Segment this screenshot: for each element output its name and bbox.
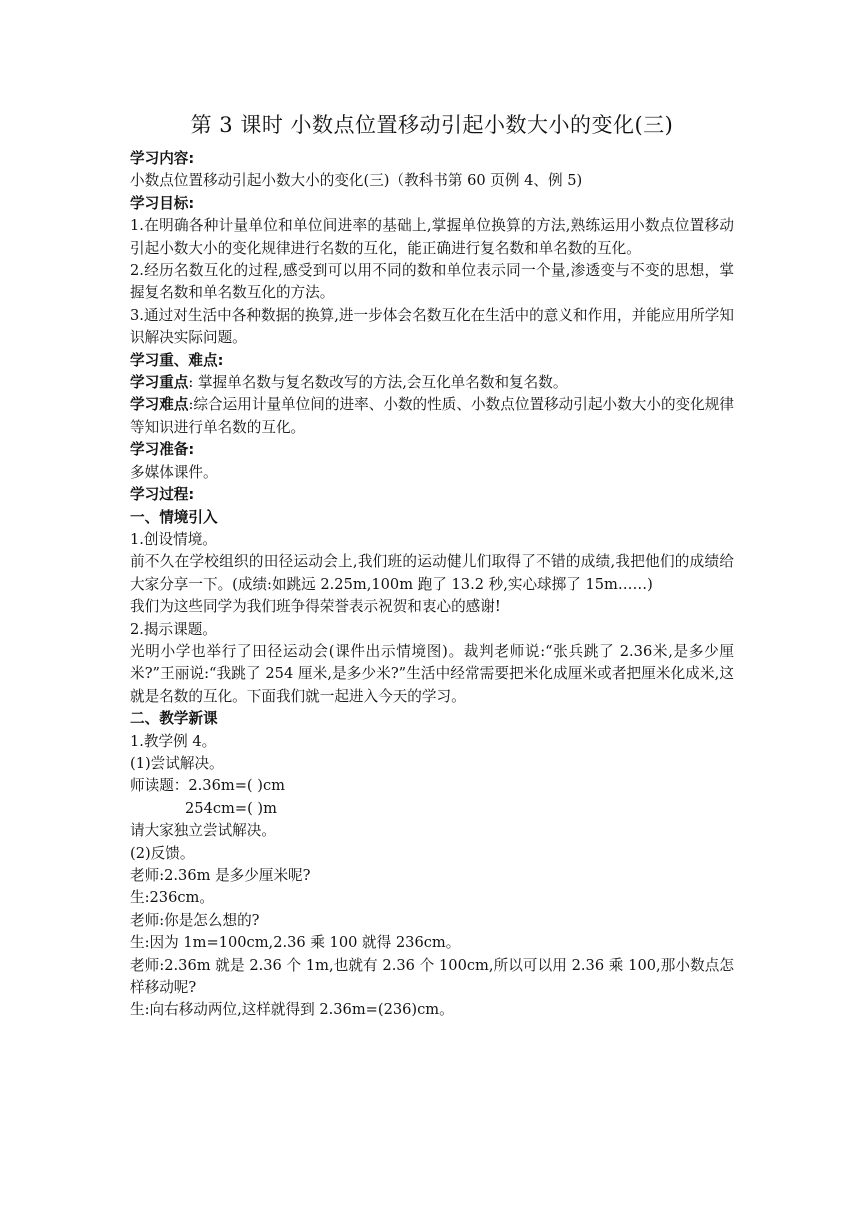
goal-item-3: 3.通过对生活中各种数据的换算,进一步体会名数互化在生活中的意义和作用，并能应用所学知识解决实际问题。	[130, 306, 734, 347]
difficulty-paragraph	[130, 394, 734, 439]
lesson-line-9: 生:因为 1m=100cm,2.36 乘 100 就得 236cm。	[130, 934, 461, 952]
difficulty-text: :综合运用计量单位间的进率、小数的性质、小数点位置移动引起小数大小的变化规律等知识进行单名数的互化。	[130, 396, 734, 436]
subsection-heading-intro: 一、情境引入	[130, 508, 218, 526]
goal-item-1: 1.在明确各种计量单位和单位间进率的基础上,掌握单位换算的方法,熟练运用小数点位置移动引起小数大小的变化规律进行名数的互化，能正确进行复名数和单名数的互化。	[130, 217, 734, 257]
content-text: 小数点位置移动引起小数大小的变化(三)（教科书第 60 页例 4、例 5)	[130, 172, 583, 190]
focus-text: : 掌握单名数与复名数改写的方法,会互化单名数和复名数。	[188, 374, 568, 392]
section-heading-goals: 学习目标:	[130, 194, 195, 212]
lesson-line-6: 老师:2.36m 是多少厘米呢?	[130, 867, 311, 884]
lesson-line-2: (1)尝试解决。	[130, 754, 224, 772]
section-heading-key-points: 学习重、难点:	[130, 351, 224, 369]
intro-line-1: 1.创设情境。	[130, 530, 217, 548]
subsection-heading-new-lesson: 二、教学新课	[130, 710, 218, 728]
lesson-line-8: 老师:你是怎么想的?	[130, 911, 260, 929]
lesson-line-1: 1.教学例 4。	[130, 732, 217, 750]
preparation-text: 多媒体课件。	[130, 463, 218, 481]
lesson-line-10: 老师:2.36m 就是 2.36 个 1m,也就有 2.36 个 100cm,所以可以用 2.36 乘 100,那小数点怎样移动呢?	[130, 956, 734, 997]
focus-paragraph	[130, 372, 734, 394]
section-heading-content: 学习内容:	[130, 150, 195, 167]
lesson-line-5: (2)反馈。	[130, 844, 195, 862]
lesson-line-7: 生:236cm。	[130, 889, 214, 907]
intro-line-4: 2.揭示课题。	[130, 620, 217, 638]
lesson-indented-equation: 254cm=( )m	[185, 799, 277, 817]
intro-line-2: 前不久在学校组织的田径运动会上,我们班的运动健儿们取得了不错的成绩,我把他们的成绩给大家分享一下。(成绩:如跳远 2.25m,100m 跑了 13.2 秒,实心球掷了 15m……)	[130, 553, 734, 593]
section-heading-preparation: 学习准备:	[130, 441, 195, 459]
lesson-line-11: 生:向右移动两位,这样就得到 2.36m=(236)cm。	[130, 1001, 454, 1019]
difficulty-label: 学习难点	[130, 396, 189, 414]
section-heading-process: 学习过程:	[130, 486, 195, 504]
intro-line-5: 光明小学也举行了田径运动会(课件出示情境图)。裁判老师说:“张兵跳了 2.36米,是多少厘米?”王丽说:“我跳了 254 厘米,是多少米?”生活中经常需要把米化成厘米或者把厘米化成米,这就是名数的互化。下面我们就一起进入今天的学习。	[130, 642, 734, 705]
focus-label: 学习重点	[130, 374, 189, 392]
page-title: 第 3 课时 小数点位置移动引起小数大小的变化(三)	[190, 113, 674, 137]
document-page	[130, 110, 734, 1022]
intro-line-3: 我们为这些同学为我们班争得荣誉表示祝贺和衷心的感谢!	[130, 598, 501, 616]
lesson-line-4: 请大家独立尝试解决。	[130, 822, 276, 840]
lesson-line-3: 师读题：2.36m=( )cm	[130, 777, 285, 795]
goal-item-2: 2.经历名数互化的过程,感受到可以用不同的数和单位表示同一个量,渗透变与不变的思想，掌握复名数和单名数互化的方法。	[130, 262, 734, 302]
